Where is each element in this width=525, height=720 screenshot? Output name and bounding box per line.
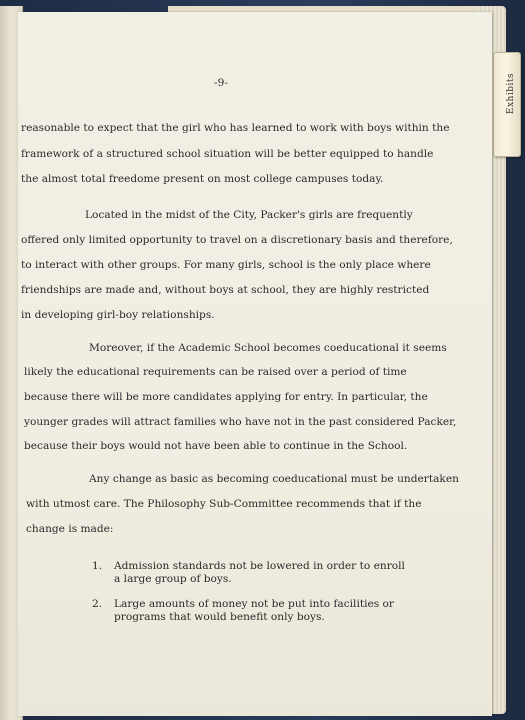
paragraph-1-line-3: the almost total freedome present on most college campuses today. xyxy=(21,173,384,185)
paragraph-2-line-3: to interact with other groups. For many girls, school is the only place where xyxy=(21,259,431,271)
exhibits-tab[interactable] xyxy=(493,52,521,157)
paragraph-3-line-5: because their boys would not have been able to continue in the School. xyxy=(24,440,408,452)
paragraph-3-line-1: Moreover, if the Academic School becomes coeducational it seems xyxy=(89,342,447,354)
paragraph-4-line-2: with utmost care. The Philosophy Sub-Committee recommends that if the xyxy=(26,498,422,510)
list-item-1-line-1: Admission standards not be lowered in order to enroll xyxy=(114,560,405,572)
list-item-2-line-2: programs that would benefit only boys. xyxy=(114,611,325,623)
page-number: -9- xyxy=(214,77,228,89)
exhibits-tab-label: Exhibits xyxy=(506,72,516,115)
list-item-1-line-2: a large group of boys. xyxy=(114,573,232,585)
list-item-2-line-1: Large amounts of money not be put into facilities or xyxy=(114,598,394,610)
paragraph-4-line-1: Any change as basic as becoming coeducational must be undertaken xyxy=(89,473,459,485)
paragraph-1-line-2: framework of a structured school situation will be better equipped to handle xyxy=(21,148,434,160)
paragraph-4-line-3: change is made: xyxy=(26,523,114,535)
list-item-2-number: 2. xyxy=(92,598,103,610)
document-page xyxy=(18,12,492,716)
paragraph-2-line-2: offered only limited opportunity to travel on a discretionary basis and therefore, xyxy=(21,234,453,246)
paragraph-3-line-3: because there will be more candidates applying for entry. In particular, the xyxy=(24,391,428,403)
paragraph-2-line-5: in developing girl-boy relationships. xyxy=(21,309,215,321)
paragraph-1-line-1: reasonable to expect that the girl who has learned to work with boys within the xyxy=(21,122,450,134)
paragraph-3-line-2: likely the educational requirements can be raised over a period of time xyxy=(24,366,407,378)
paragraph-2-line-1: Located in the midst of the City, Packer's girls are frequently xyxy=(85,209,413,221)
list-item-1-number: 1. xyxy=(92,560,103,572)
paragraph-2-line-4: friendships are made and, without boys at school, they are highly restricted xyxy=(21,284,430,296)
paragraph-3-line-4: younger grades will attract families who have not in the past considered Packer, xyxy=(24,416,457,428)
